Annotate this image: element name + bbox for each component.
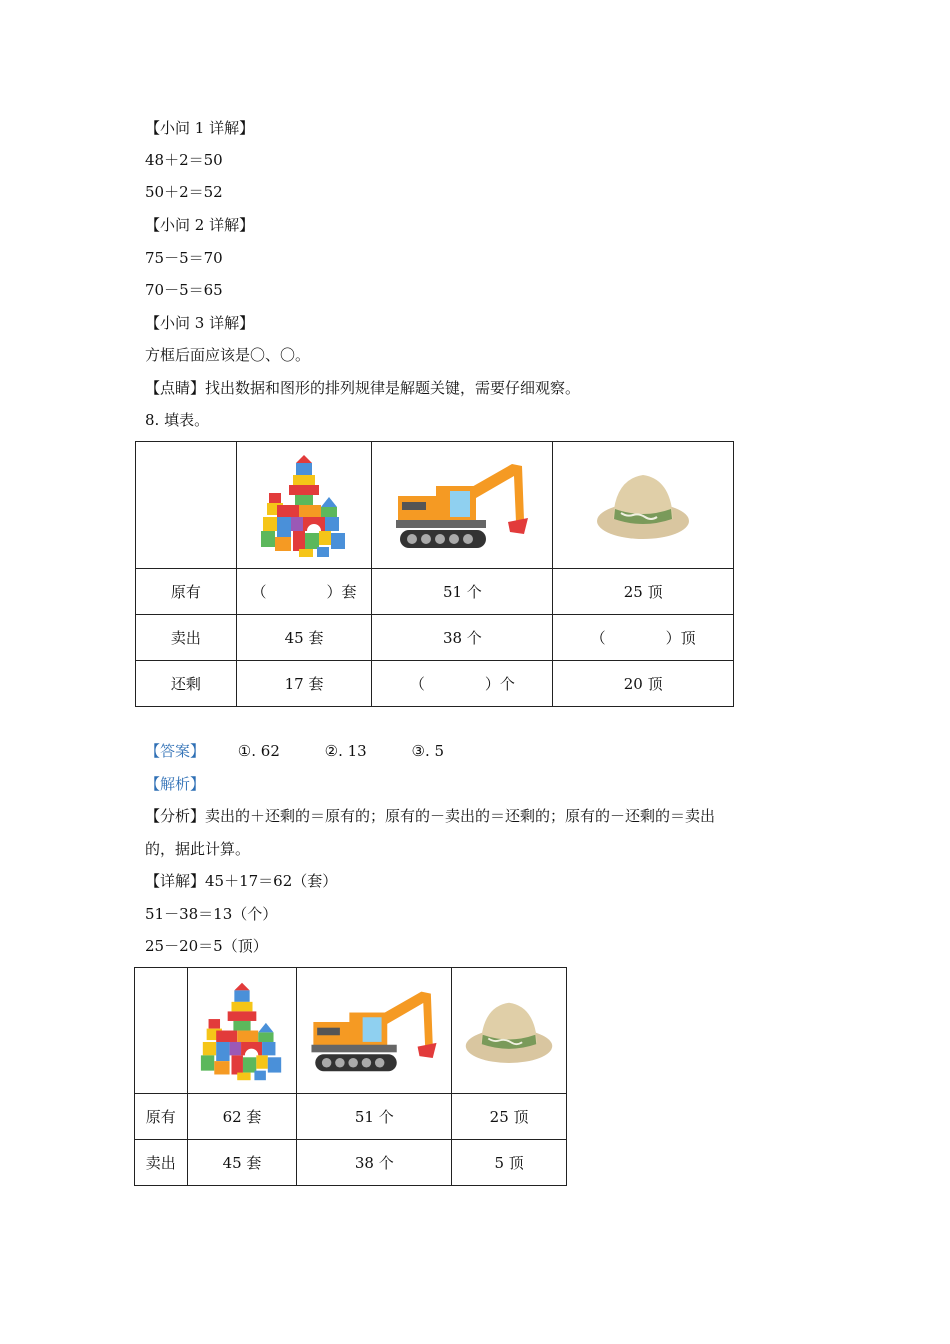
table-cell: 45 套 <box>187 1140 297 1186</box>
table-cell: 5 顶 <box>452 1140 567 1186</box>
row-label-original: 原有 <box>135 1094 188 1140</box>
row-label-original: 原有 <box>136 569 237 615</box>
blocks-image-cell <box>187 968 297 1094</box>
detail-line-3: 25－20＝5（顶） <box>145 937 268 955</box>
hat-image-cell <box>452 968 567 1094</box>
detail-line-1: 【详解】45＋17＝62（套） <box>145 872 338 890</box>
row-label-sold: 卖出 <box>136 615 237 661</box>
table-cell: 45 套 <box>236 615 372 661</box>
table-cell: 51 个 <box>372 569 553 615</box>
row-label-sold: 卖出 <box>135 1140 188 1186</box>
sub1-line-1: 48＋2＝50 <box>145 151 223 169</box>
table-cell: （ ）个 <box>372 661 553 707</box>
excavator-image-cell <box>297 968 452 1094</box>
building-blocks-icon <box>199 979 285 1083</box>
straw-hat-icon <box>593 465 693 545</box>
analysis-label: 【解析】 <box>145 775 206 793</box>
analysis-line-2: 的，据此计算。 <box>145 840 251 858</box>
hat-image-cell <box>553 442 734 569</box>
sub3-title: 【小问 3 详解】 <box>145 314 255 332</box>
answer-2: ②. 13 <box>324 742 367 760</box>
table-cell: 25 顶 <box>452 1094 567 1140</box>
blocks-image-cell <box>236 442 372 569</box>
sub1-line-2: 50＋2＝52 <box>145 183 223 201</box>
answer-label: 【答案】 <box>145 742 206 760</box>
sub1-title: 【小问 1 详解】 <box>145 119 255 137</box>
tip-line: 【点睛】找出数据和图形的排列规律是解题关键，需要仔细观察。 <box>145 379 581 397</box>
row-label-remaining: 还剩 <box>136 661 237 707</box>
excavator-icon <box>307 986 441 1076</box>
sub2-line-2: 70－5＝65 <box>145 281 223 299</box>
sub3-line: 方框后面应该是〇、〇。 <box>145 346 311 364</box>
table-cell: 38 个 <box>372 615 553 661</box>
table-cell: 17 套 <box>236 661 372 707</box>
answer-1: ①. 62 <box>237 742 280 760</box>
table-cell: 25 顶 <box>553 569 734 615</box>
sub2-title: 【小问 2 详解】 <box>145 216 255 234</box>
answer-table <box>134 967 567 1186</box>
straw-hat-icon <box>462 993 556 1069</box>
detail-line-2: 51－38＝13（个） <box>145 905 278 923</box>
excavator-image-cell <box>372 442 553 569</box>
header-empty-cell <box>135 968 188 1094</box>
analysis-line-1: 【分析】卖出的＋还剩的＝原有的；原有的－卖出的＝还剩的；原有的－还剩的＝卖出 <box>145 807 716 825</box>
header-empty-cell <box>136 442 237 569</box>
answer-line <box>145 741 444 761</box>
table-cell: （ ）套 <box>236 569 372 615</box>
table-cell: 62 套 <box>187 1094 297 1140</box>
table-cell: 38 个 <box>297 1140 452 1186</box>
answer-3: ③. 5 <box>411 742 445 760</box>
table-cell: （ ）顶 <box>553 615 734 661</box>
table-cell: 20 顶 <box>553 661 734 707</box>
building-blocks-icon <box>259 453 349 558</box>
table-cell: 51 个 <box>297 1094 452 1140</box>
question-8-title: 8. 填表。 <box>145 411 210 429</box>
sub2-line-1: 75－5＝70 <box>145 249 223 267</box>
excavator-icon <box>392 458 532 553</box>
question-table <box>135 441 734 707</box>
